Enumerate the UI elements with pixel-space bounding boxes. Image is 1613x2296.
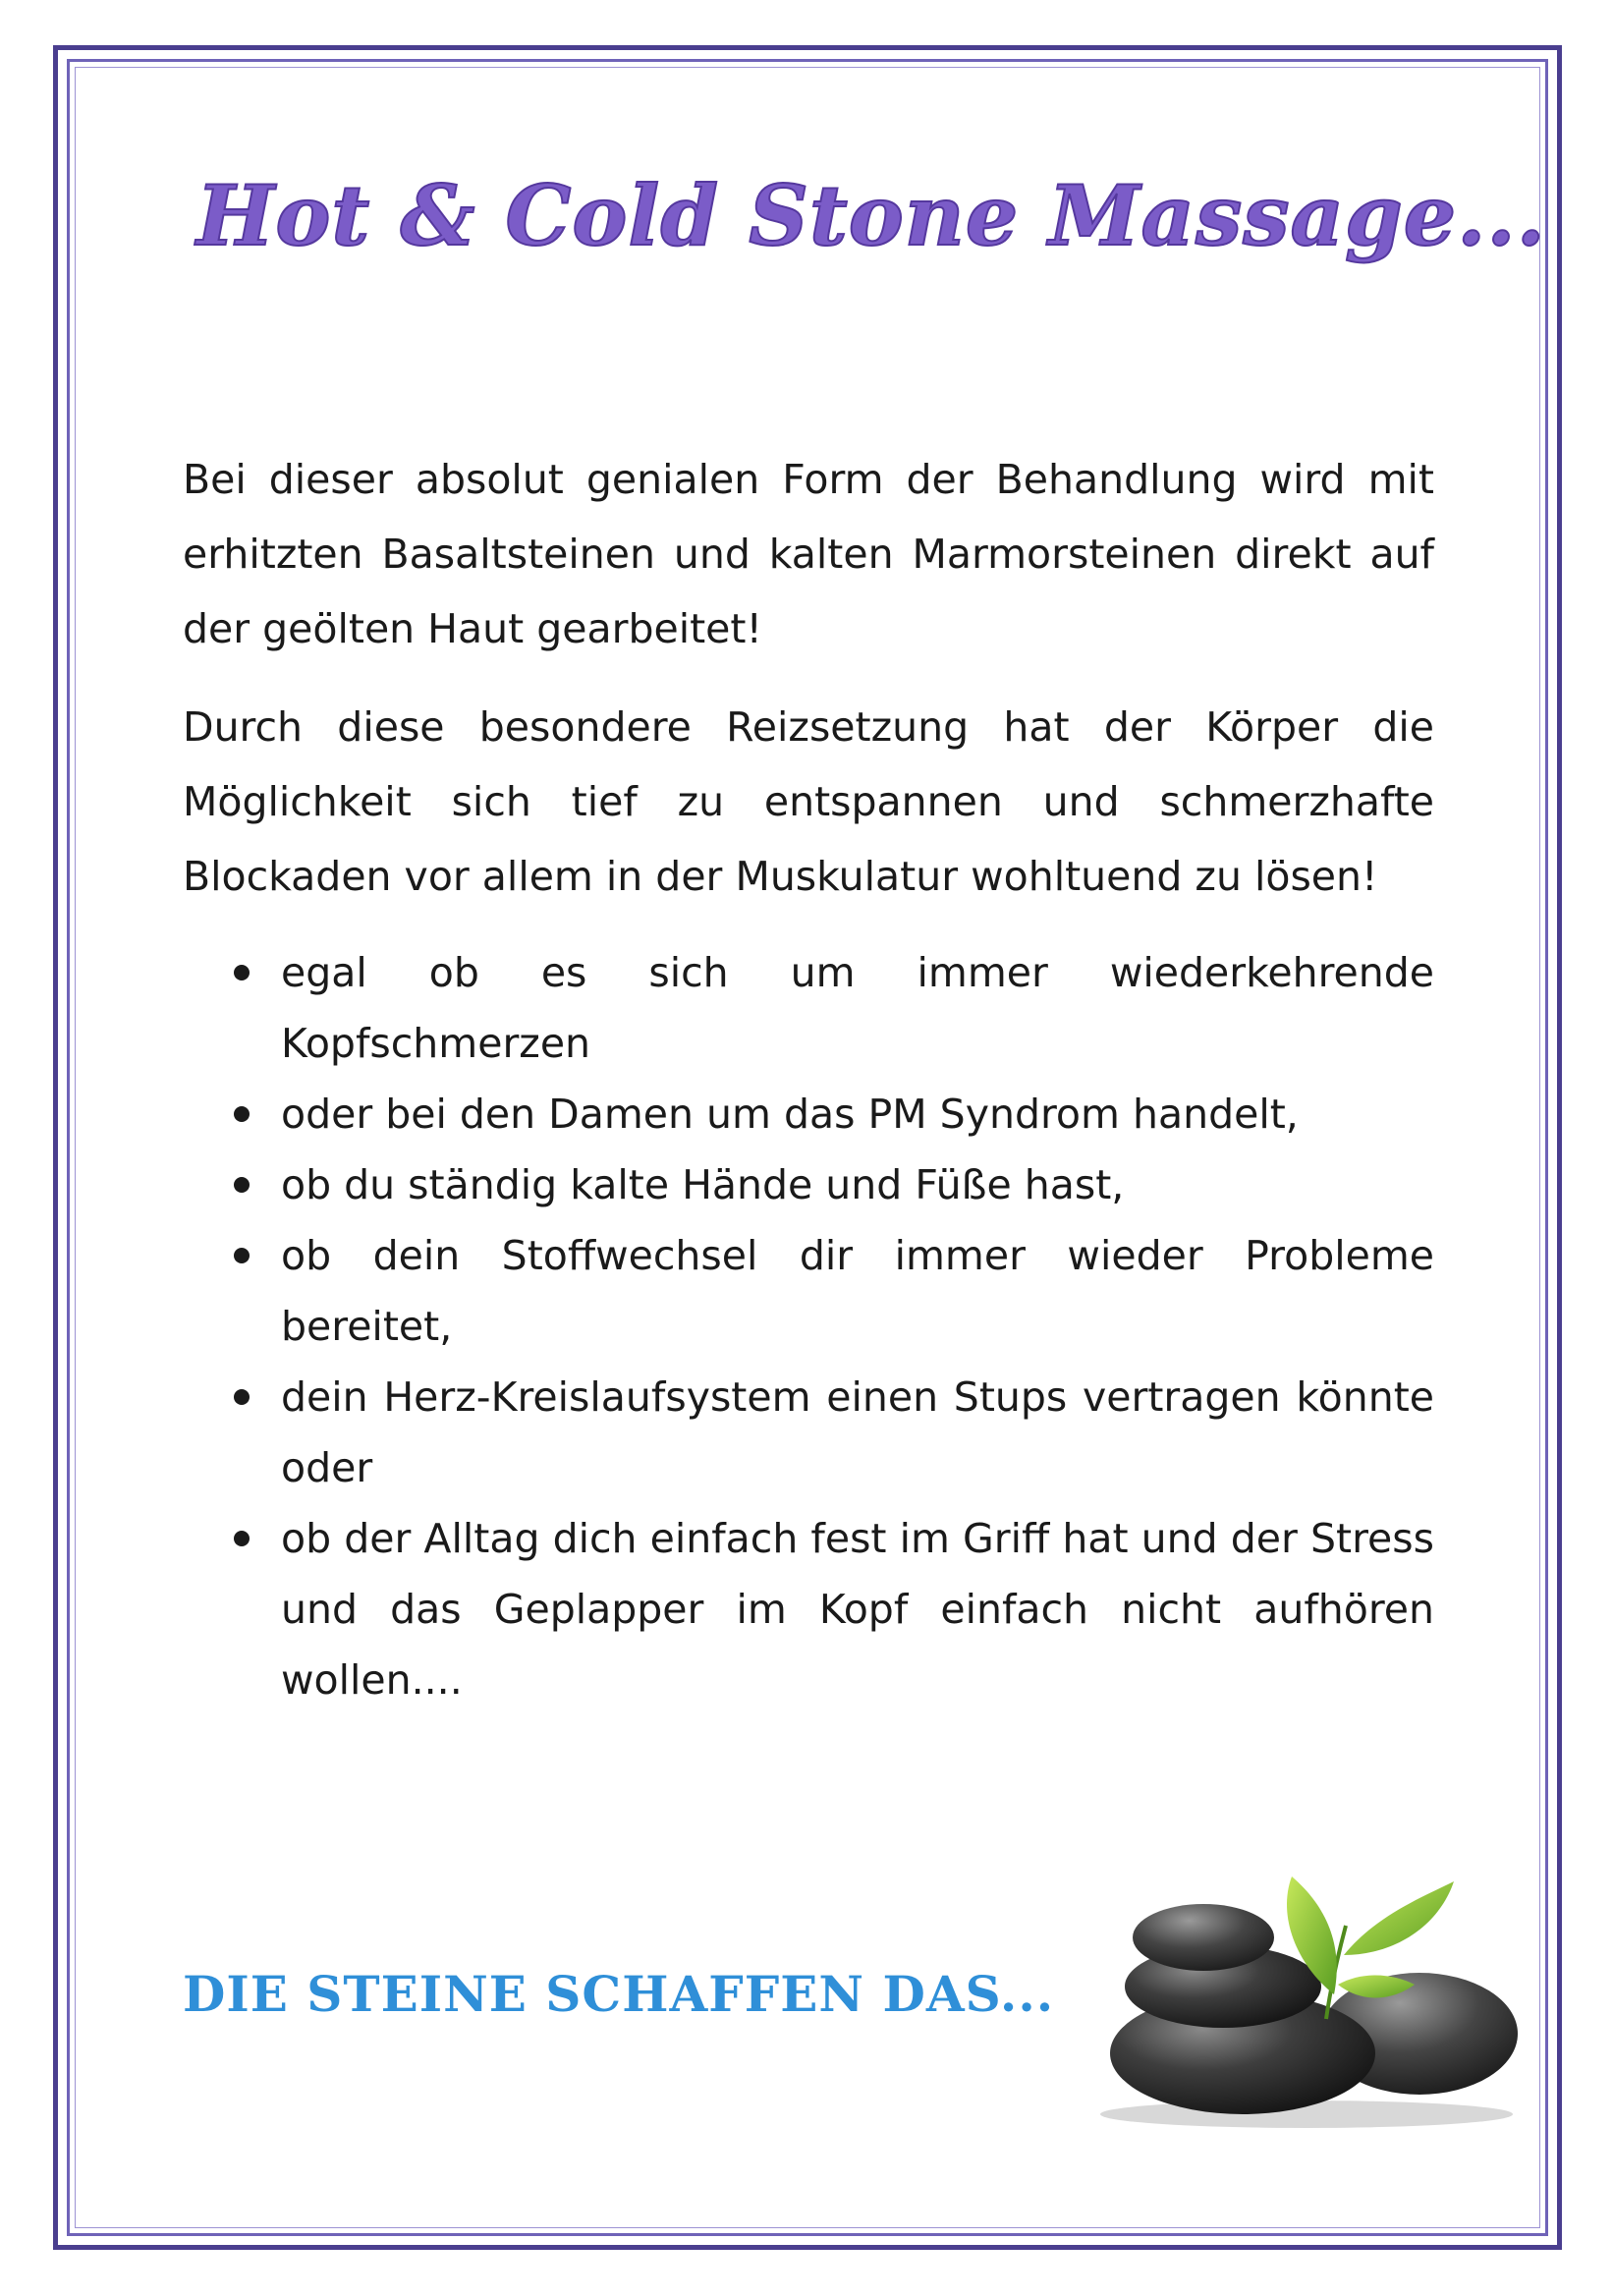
page-title: Hot & Cold Stone Massage... [196, 167, 1546, 264]
list-item-text: dein Herz-Kreislaufsystem einen Stups vertragen könnte oder [281, 1373, 1434, 1491]
stone-top [1133, 1904, 1274, 1971]
bullet-icon [234, 1248, 250, 1263]
bullet-icon [234, 1389, 250, 1405]
paragraph-intro: Bei dieser absolut genialen Form der Behandlung wird mit erhitzten Basaltsteinen und kalten Marmorsteinen direkt auf der geölten Haut gearbeitet! [183, 456, 1434, 652]
list-item [183, 1503, 1434, 1715]
paragraph-benefits: Durch diese besondere Reizsetzung hat der Körper die Möglichkeit sich tief zu entspannen und schmerzhafte Blockaden vor allem in der Muskulatur wohltuend zu lösen! [183, 703, 1434, 900]
list-item-text: egal ob es sich um immer wiederkehrende Kopfschmerzen [281, 949, 1434, 1067]
list-item-text: oder bei den Damen um das PM Syndrom handelt, [281, 1091, 1299, 1138]
benefits-list [183, 937, 1434, 1715]
list-item-text: ob dein Stoffwechsel dir immer wieder Probleme bereitet, [281, 1232, 1434, 1350]
list-item [183, 1220, 1434, 1362]
list-item [183, 937, 1434, 1079]
bullet-icon [234, 1106, 250, 1122]
bullet-icon [234, 1177, 250, 1193]
leaf-right [1344, 1881, 1454, 1955]
list-item-text: ob der Alltag dich einfach fest im Griff hat und der Stress und das Geplapper im Kopf einfach nicht aufhören wollen.... [281, 1515, 1434, 1704]
list-item [183, 1362, 1434, 1503]
main-content [183, 442, 1434, 1715]
list-item [183, 1149, 1434, 1220]
list-item [183, 1079, 1434, 1149]
bullet-icon [234, 965, 250, 980]
list-item-text: ob du ständig kalte Hände und Füße hast, [281, 1161, 1125, 1208]
massage-stones-icon [1081, 1847, 1532, 2132]
bullet-icon [234, 1531, 250, 1546]
slogan: DIE STEINE SCHAFFEN DAS... [183, 1965, 1055, 2023]
